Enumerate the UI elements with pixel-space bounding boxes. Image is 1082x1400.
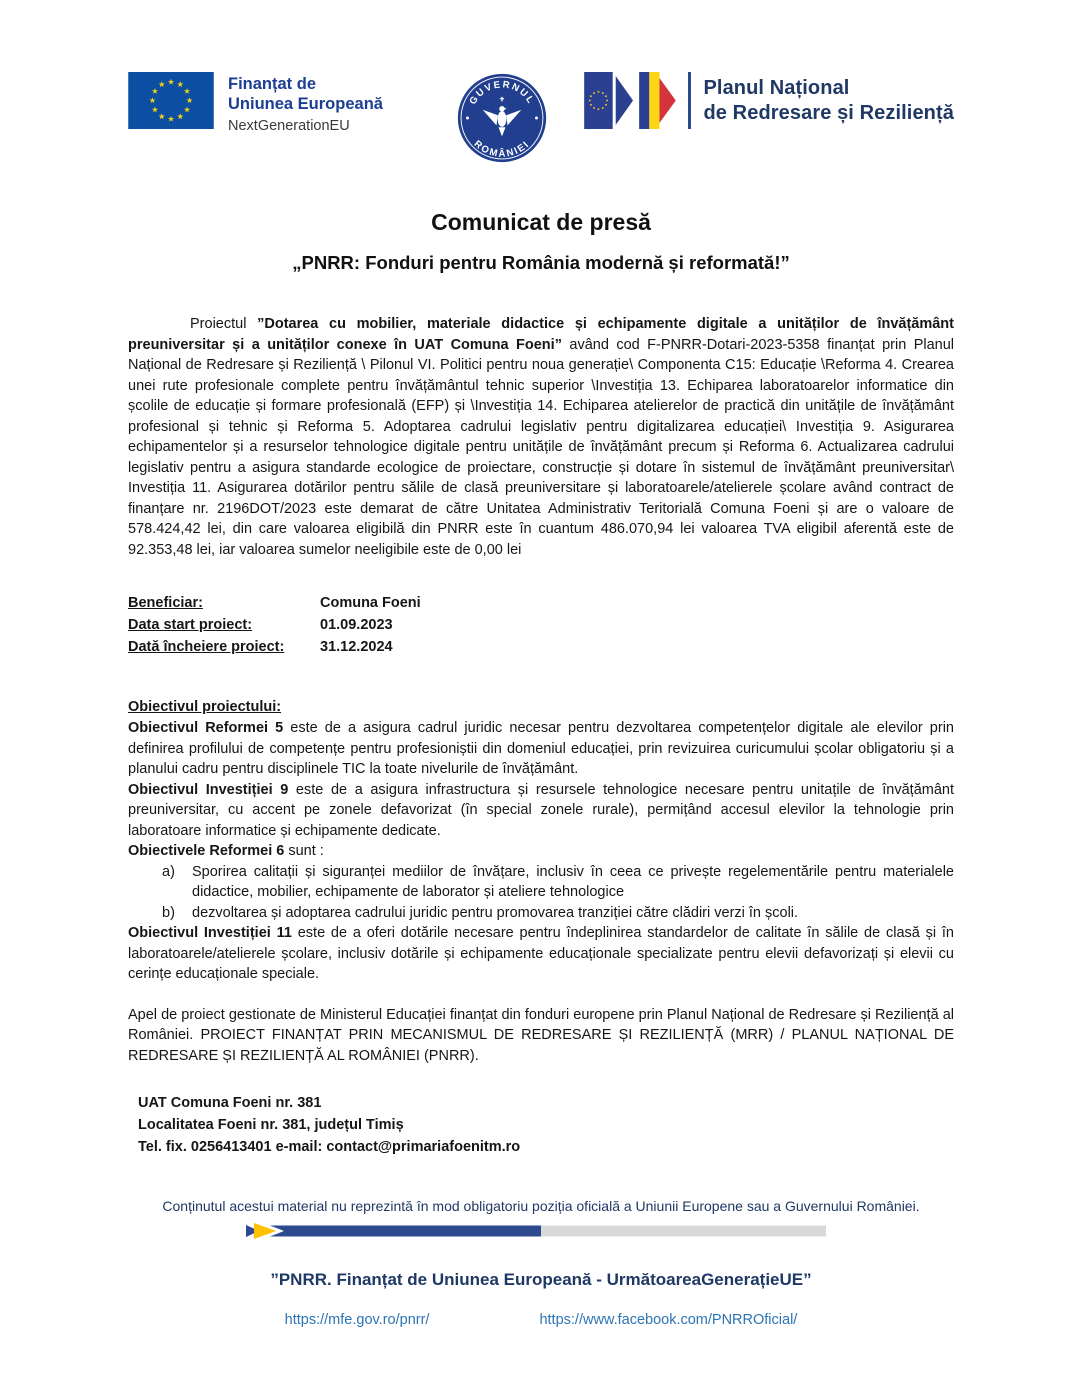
footer-links: [0, 1312, 1082, 1328]
contact-block: [128, 1092, 954, 1158]
intro-lead: Proiectul: [190, 316, 258, 332]
contact-line2: Localitatea Foeni nr. 381, județul Timiș: [138, 1117, 404, 1133]
project-title-bold: ”Dotarea cu mobilier, materiale didactice și echipamente digitale a unităților de învățământ preuniversitar și a unităților conexe în UAT Comuna Foeni”: [128, 316, 954, 353]
facebook-pnrr-link[interactable]: https://www.facebook.com/PNRROficial/: [539, 1312, 798, 1328]
beneficiary-label: Beneficiar:: [128, 595, 203, 611]
seal-bottom-text: ROMÂNIEI: [471, 138, 533, 160]
eu-logo-line1: Finanțat de: [228, 75, 317, 93]
pnrr-logo-line1: Planul Național: [703, 76, 850, 99]
list-text-b: dezvoltarea și adoptarea cadrului juridic pentru promovarea tranziției către clădiri verzi în școli.: [192, 904, 799, 921]
detail-row-start-date: [128, 614, 954, 636]
end-date-value: 31.12.2024: [320, 639, 393, 655]
page-title: Comunicat de presă: [431, 209, 651, 235]
list-text-a: Sporirea calitații și siguranței mediilor de învățare, inclusiv în ceea ce privește regelementările pentru materialele didactice, mobilier, echipamente de laborator și ateliere tehnologice: [192, 863, 954, 900]
objective-investment9: [128, 780, 954, 842]
objective-investment9-text: este de a asigura infrastructura și resursele tehnologice necesare pentru unitațile de învățământ preuniversitar, cu accent pe zonele defavorizat (în special zonele rurale), permițând accesul elevilor la tehnologie prin laboratoare informatice și echipamente dedicate.: [128, 781, 955, 839]
objective-reform6-lead: Obiectivele Reformei 6: [128, 843, 285, 859]
pnrr-slogan: ”PNRR. Finanțat de Uniunea Europeană - UrmătoareaGenerațieUE”: [270, 1270, 812, 1289]
objective-investment11-lead: Obiectivul Investiției 11: [128, 925, 292, 941]
disclaimer-text: Conținutul acestui material nu reprezintă în mod obligatoriu poziția oficială a Uniunii Europene sau a Guvernului României.: [162, 1198, 920, 1214]
eu-logo-text: [228, 72, 383, 134]
objectives-section: [128, 696, 954, 985]
seal-top-text: GUVERNUL: [467, 79, 537, 107]
end-date-label: Dată încheiere proiect:: [128, 639, 285, 655]
mfe-gov-link[interactable]: https://mfe.gov.ro/pnrr/: [284, 1312, 430, 1328]
list-item-a: [128, 862, 954, 903]
objective-reform5: [128, 718, 954, 780]
intro-paragraph: [128, 314, 954, 560]
start-date-label: Data start proiect:: [128, 617, 253, 633]
funding-paragraph: Apel de proiect gestionate de Ministerul Educației finanțat din fonduri europene prin Planul Național de Redresare și Reziliență al României. PROIECT FINANȚAT PRIN MECANISMUL DE REDRESARE ȘI REZILIENȚĂ (MRR) / PLANUL NAȚIONAL DE REDRESARE ȘI REZILIENȚĂ AL ROMÂNIEI (PNRR).: [128, 1006, 954, 1064]
pnrr-logo: [584, 72, 954, 129]
objective-reform6: [128, 841, 954, 862]
page-subtitle: „PNRR: Fonduri pentru România modernă și reformată!”: [292, 252, 790, 273]
objective-reform5-lead: Obiectivul Reformei 5: [128, 720, 284, 736]
contact-line3: Tel. fix. 0256413401 e-mail: contact@primariafoenitm.ro: [138, 1139, 521, 1155]
objective-investment11: [128, 923, 954, 985]
objectives-heading: Obiectivul proiectului:: [128, 699, 282, 715]
eu-logo-line3: NextGenerationEU: [228, 118, 350, 134]
pnrr-pennants-icon: [584, 72, 678, 129]
project-details: [128, 592, 954, 658]
objective-investment11-text: este de a oferi dotările necesare pentru îndeplinirea standardelor de calitate în sălile de clasă și în laboratoarele/atelierele școlare, inclusiv dotările și echipamente educaționale specializate pentru elevii defavorizați și elevii cu cerințe educaționale speciale.: [128, 925, 954, 982]
pnrr-logo-text: [703, 76, 954, 126]
start-date-value: 01.09.2023: [320, 617, 393, 633]
document-body: [0, 314, 1082, 1158]
beneficiary-value: Comuna Foeni: [320, 595, 421, 611]
intro-rest: având cod F-PNRR-Dotari-2023-5358 finanțat prin Planul Național de Redresare și Reziliență \ Pilonul VI. Politici pentru noua generație\ Componenta C15: Educație \Reforma 4. Crearea unei rute profesionale complete pentru învățământul tehnic superior \Investiția 13. Echiparea laboratoarelor informatice din școlile de educație și formare profesională (EFP) și \Investiția 14. Echiparea atelierelor de practică din unitățile de învățământ profesional și tehnic și Reforma 5. Adoptarea cadrului legislativ pentru digitalizarea educației\ Investiția 9. Asigurarea echipamentelor și a resurselor tehnologice digitale pentru unitățile de învățământ precum și Reforma 6. Actualizarea cadrului legislativ pentru a asigura standarde ecologice de proiectare, construcție și dotare în sistemul de învățământ preuniversitar\ Investiția 11. Asigurarea dotărilor pentru sălile de clasă preuniversitare și laboratoarele/atelierele școlare având contract de finanțare nr. 2196DOT/2023 este demarat de către Unitatea Administrativ Teritorială Comuna Foeni și are o valoare de 578.424,42 lei, din care valoarea eligibilă din PNRR este în cuantum 486.070,94 lei valoarea TVA eligibil aferentă este de 92.353,48 lei, iar valoarea sumelor neeligibile este de 0,00 lei: [128, 336, 955, 558]
objective-reform6-text: sunt :: [284, 843, 324, 859]
pnrr-logo-divider: [688, 72, 691, 129]
objectives-list: [128, 862, 954, 924]
pnrr-logo-line2: de Redresare și Reziliență: [703, 101, 954, 124]
list-marker-a: a): [162, 863, 175, 880]
list-marker-b: b): [162, 904, 175, 921]
objective-investment9-lead: Obiectivul Investiției 9: [128, 781, 289, 798]
contact-line1: UAT Comuna Foeni nr. 381: [138, 1095, 322, 1111]
list-item-b: [128, 903, 954, 924]
progress-bar-decoration-icon: [246, 1222, 836, 1240]
eu-funding-logo: [128, 72, 383, 134]
logo-header: [0, 0, 1082, 169]
objective-reform5-text: este de a asigura cadrul juridic necesar pentru dezvoltarea competențelor digitale ale elevilor prin definirea profilului de competențe pentru profesioniștii din domeniul educației, prin revizuirea curicumului școlar obligatoriu și a planului cadru pentru disciplinele TIC la toate nivelurile de învățământ.: [128, 720, 954, 777]
detail-row-beneficiary: [128, 592, 954, 614]
eu-flag-icon: [128, 72, 214, 129]
detail-row-end-date: [128, 636, 954, 658]
romanian-government-seal-icon: [456, 72, 548, 169]
eu-logo-line2: Uniunea Europeană: [228, 95, 383, 113]
